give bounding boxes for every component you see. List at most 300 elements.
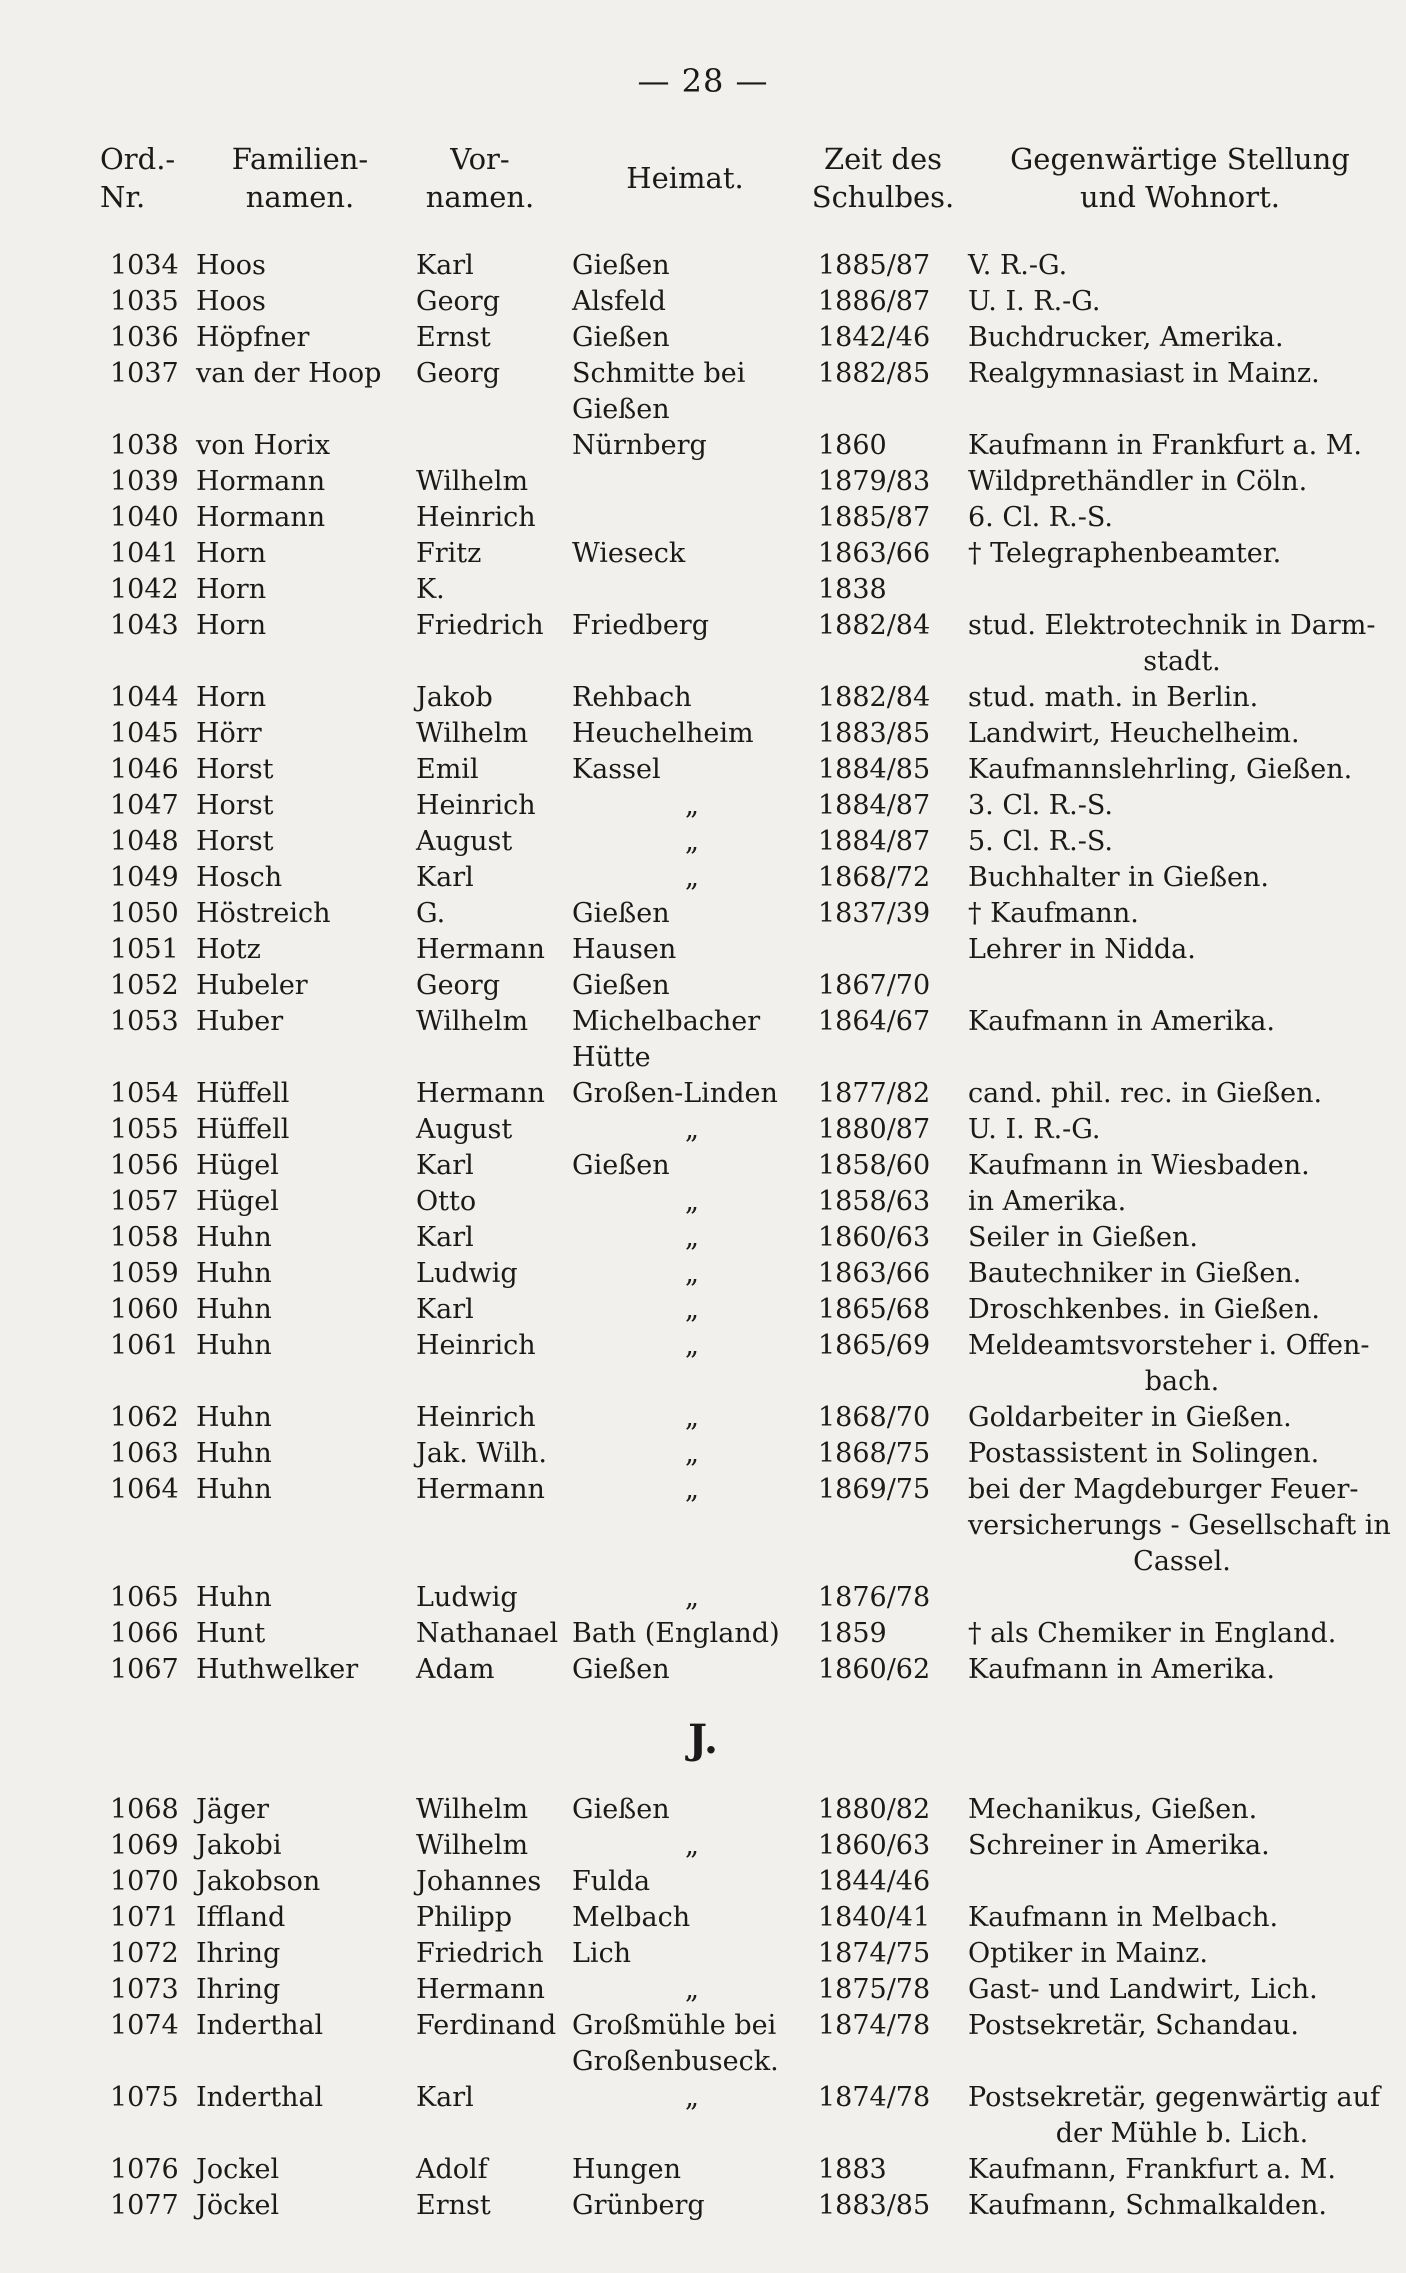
row-stellung: [968, 464, 1396, 500]
row-vorname: Karl: [416, 862, 474, 893]
row-stellung-text: Optiker in Mainz.: [968, 1938, 1208, 1969]
row-heimat: „: [685, 1294, 699, 1325]
row-nr: 1039: [110, 466, 179, 497]
section-j-rows: [0, 1792, 1406, 2224]
row-vorname: Ernst: [416, 2190, 491, 2221]
row-vorname: Wilhelm: [416, 1006, 529, 1037]
table-row: [0, 1936, 1406, 1972]
row-stellung: [968, 500, 1396, 536]
table-row: [0, 680, 1406, 716]
table-row: [0, 1652, 1406, 1688]
row-familienname: Inderthal: [196, 2010, 324, 2041]
row-familienname: Hüffell: [196, 1114, 290, 1145]
row-familienname: Inderthal: [196, 2082, 324, 2113]
row-nr: 1048: [110, 826, 179, 857]
row-nr: 1037: [110, 358, 179, 389]
row-nr: 1046: [110, 754, 179, 785]
row-heimat: „: [685, 1402, 699, 1433]
row-vorname: Friedrich: [416, 1938, 544, 1969]
row-vorname: Hermann: [416, 1474, 545, 1505]
row-vorname: Heinrich: [416, 1402, 536, 1433]
row-nr: 1069: [110, 1830, 179, 1861]
row-heimat: Kassel: [572, 754, 661, 785]
row-stellung-text: Schreiner in Amerika.: [968, 1830, 1270, 1861]
row-stellung: [968, 1616, 1396, 1652]
row-familienname: Horst: [196, 826, 274, 857]
row-zeit: 1880/82: [818, 1794, 931, 1825]
row-stellung-text: U. I. R.-G.: [968, 1114, 1101, 1145]
row-stellung: [968, 356, 1396, 392]
row-heimat: „: [685, 1974, 699, 2005]
row-familienname: Hosch: [196, 862, 283, 893]
row-nr: 1050: [110, 898, 179, 929]
row-nr: 1064: [110, 1474, 179, 1505]
row-vorname: Wilhelm: [416, 718, 529, 749]
row-nr: 1038: [110, 430, 179, 461]
row-stellung: [968, 932, 1396, 968]
row-heimat: „: [685, 1186, 699, 1217]
row-zeit: 1868/70: [818, 1402, 931, 1433]
row-familienname: Horn: [196, 610, 267, 641]
row-familienname: Huhn: [196, 1258, 272, 1289]
row-stellung-text: Kaufmann in Frankfurt a. M.: [968, 430, 1363, 461]
row-zeit: 1840/41: [818, 1902, 931, 1933]
row-vorname: Karl: [416, 1222, 474, 1253]
row-vorname: Georg: [416, 358, 500, 389]
row-zeit: 1874/75: [818, 1938, 931, 1969]
row-stellung: [968, 1652, 1396, 1688]
row-nr: 1059: [110, 1258, 179, 1289]
row-nr: 1056: [110, 1150, 179, 1181]
row-nr: 1044: [110, 682, 179, 713]
row-familienname: Ihring: [196, 1938, 281, 1969]
table-row: [0, 248, 1406, 284]
row-stellung: [968, 1900, 1396, 1936]
row-heimat: Gießen: [572, 1654, 670, 1685]
row-zeit: 1883/85: [818, 718, 931, 749]
row-stellung-text: stud. math. in Berlin.: [968, 682, 1259, 713]
row-vorname: Adolf: [416, 2154, 488, 2185]
row-stellung-text: V. R.-G.: [968, 250, 1068, 281]
row-stellung-text: † als Chemiker in England.: [968, 1618, 1337, 1649]
row-stellung: [968, 860, 1396, 896]
row-nr: 1034: [110, 250, 179, 281]
row-zeit: 1837/39: [818, 898, 931, 929]
row-stellung-text: Kaufmann in Amerika.: [968, 1654, 1275, 1685]
table-row: [0, 2008, 1406, 2080]
row-vorname: K.: [416, 574, 445, 605]
row-zeit: 1860: [818, 430, 887, 461]
row-stellung-text: Kaufmann in Amerika.: [968, 1006, 1275, 1037]
row-stellung: [968, 284, 1396, 320]
row-familienname: Horn: [196, 682, 267, 713]
row-vorname: Karl: [416, 1150, 474, 1181]
row-familienname: Hunt: [196, 1618, 266, 1649]
row-stellung-continuation: Cassel.: [1133, 1546, 1231, 1577]
row-familienname: Hormann: [196, 502, 326, 533]
row-nr: 1062: [110, 1402, 179, 1433]
row-nr: 1040: [110, 502, 179, 533]
row-stellung: [968, 1184, 1396, 1220]
table-row: [0, 1792, 1406, 1828]
row-zeit: 1860/63: [818, 1222, 931, 1253]
table-row: [0, 1472, 1406, 1580]
row-nr: 1047: [110, 790, 179, 821]
row-zeit: 1863/66: [818, 1258, 931, 1289]
row-zeit: 1877/82: [818, 1078, 931, 1109]
row-vorname: Georg: [416, 286, 500, 317]
row-heimat: Wieseck: [572, 538, 686, 569]
table-row: [0, 2080, 1406, 2152]
row-heimat: „: [685, 1438, 699, 1469]
row-stellung: [968, 428, 1396, 464]
row-heimat: Hausen: [572, 934, 677, 965]
row-stellung-continuation: der Mühle b. Lich.: [1055, 2118, 1309, 2149]
table-row: [0, 1436, 1406, 1472]
row-familienname: van der Hoop: [196, 358, 382, 389]
row-zeit: 1885/87: [818, 502, 931, 533]
row-familienname: Jakobson: [196, 1866, 321, 1897]
table-row: [0, 356, 1406, 428]
table-row: [0, 320, 1406, 356]
table-row: [0, 2188, 1406, 2224]
row-zeit: 1860/62: [818, 1654, 931, 1685]
row-nr: 1067: [110, 1654, 179, 1685]
row-nr: 1066: [110, 1618, 179, 1649]
row-vorname: Hermann: [416, 934, 545, 965]
section-letter: J.: [688, 1716, 718, 1763]
table-row: [0, 1328, 1406, 1400]
row-vorname: Emil: [416, 754, 479, 785]
row-nr: 1055: [110, 1114, 179, 1145]
row-heimat: Gießen: [572, 970, 670, 1001]
row-zeit: 1842/46: [818, 322, 931, 353]
header-familienname: Familien- namen.: [231, 142, 369, 214]
row-stellung: [968, 752, 1396, 788]
row-familienname: Jakobi: [196, 1830, 282, 1861]
row-stellung: [968, 1076, 1396, 1112]
row-zeit: 1882/84: [818, 610, 931, 641]
row-familienname: Huhn: [196, 1294, 272, 1325]
row-stellung: [968, 1400, 1396, 1436]
row-stellung-continuation: stadt.: [1143, 646, 1221, 677]
row-vorname: Heinrich: [416, 502, 536, 533]
row-stellung-text: Goldarbeiter in Gießen.: [968, 1402, 1292, 1433]
row-stellung-text: 6. Cl. R.-S.: [968, 502, 1113, 533]
row-heimat: „: [685, 1222, 699, 1253]
row-familienname: Huber: [196, 1006, 284, 1037]
row-familienname: Ihring: [196, 1974, 281, 2005]
row-nr: 1072: [110, 1938, 179, 1969]
row-heimat: „: [685, 1258, 699, 1289]
table-row: [0, 1972, 1406, 2008]
table-row: [0, 1864, 1406, 1900]
row-heimat: Hungen: [572, 2154, 681, 2185]
row-stellung-text: † Telegraphenbeamter.: [968, 538, 1282, 569]
row-stellung-text: Realgymnasiast in Mainz.: [968, 358, 1320, 389]
row-stellung-text: Kaufmann, Frankfurt a. M.: [968, 2154, 1336, 2185]
row-stellung: [968, 1112, 1396, 1148]
row-heimat: Michelbacher Hütte: [572, 1006, 761, 1073]
table-row: [0, 752, 1406, 788]
table-row: [0, 1900, 1406, 1936]
row-vorname: Adam: [416, 1654, 495, 1685]
row-nr: 1061: [110, 1330, 179, 1361]
row-familienname: Huhn: [196, 1402, 272, 1433]
row-zeit: 1886/87: [818, 286, 931, 317]
row-vorname: Georg: [416, 970, 500, 1001]
row-familienname: Horst: [196, 790, 274, 821]
row-nr: 1070: [110, 1866, 179, 1897]
table-row: [0, 464, 1406, 500]
row-familienname: Huhn: [196, 1438, 272, 1469]
row-zeit: 1880/87: [818, 1114, 931, 1145]
row-zeit: 1868/72: [818, 862, 931, 893]
row-nr: 1041: [110, 538, 179, 569]
row-stellung: [968, 896, 1396, 932]
header-nr: Ord.- Nr.: [100, 142, 176, 214]
row-stellung-text: Mechanikus, Gießen.: [968, 1794, 1258, 1825]
row-nr: 1058: [110, 1222, 179, 1253]
row-zeit: 1882/84: [818, 682, 931, 713]
row-familienname: Huhn: [196, 1330, 272, 1361]
row-heimat: „: [685, 1830, 699, 1861]
row-zeit: 1868/75: [818, 1438, 931, 1469]
row-stellung-text: Kaufmann in Melbach.: [968, 1902, 1279, 1933]
row-stellung-text: U. I. R.-G.: [968, 286, 1101, 317]
row-stellung: [968, 320, 1396, 356]
row-heimat: Fulda: [572, 1866, 651, 1897]
row-heimat: „: [685, 826, 699, 857]
row-vorname: Friedrich: [416, 610, 544, 641]
row-vorname: Heinrich: [416, 1330, 536, 1361]
row-stellung-text: Seiler in Gießen.: [968, 1222, 1198, 1253]
row-vorname: Karl: [416, 2082, 474, 2113]
row-vorname: Otto: [416, 1186, 477, 1217]
row-familienname: Höstreich: [196, 898, 331, 929]
table-row: [0, 1292, 1406, 1328]
row-zeit: 1883/85: [818, 2190, 931, 2221]
row-heimat: Gießen: [572, 1150, 670, 1181]
table-row: [0, 788, 1406, 824]
table-row: [0, 1112, 1406, 1148]
row-familienname: Hotz: [196, 934, 261, 965]
row-heimat: Melbach: [572, 1902, 691, 1933]
row-heimat: „: [685, 2082, 699, 2113]
row-stellung-text: Kaufmann, Schmalkalden.: [968, 2190, 1327, 2221]
row-heimat: Friedberg: [572, 610, 709, 641]
table-row: [0, 1400, 1406, 1436]
row-familienname: Horst: [196, 754, 274, 785]
row-heimat: Bath (England): [572, 1618, 780, 1649]
table-row: [0, 1076, 1406, 1112]
row-stellung-text: in Amerika.: [968, 1186, 1127, 1217]
table-row: [0, 1220, 1406, 1256]
row-stellung-text: Kaufmann in Wiesbaden.: [968, 1150, 1310, 1181]
row-familienname: Hörr: [196, 718, 262, 749]
row-vorname: Ferdinand: [416, 2010, 557, 2041]
row-stellung: [968, 680, 1396, 716]
row-heimat: Nürnberg: [572, 430, 707, 461]
row-zeit: 1876/78: [818, 1582, 931, 1613]
row-stellung: [968, 2152, 1396, 2188]
row-vorname: August: [416, 1114, 513, 1145]
table-row: [0, 1256, 1406, 1292]
row-zeit: 1884/85: [818, 754, 931, 785]
row-familienname: Iffland: [196, 1902, 286, 1933]
row-nr: 1065: [110, 1582, 179, 1613]
row-stellung-text: 3. Cl. R.-S.: [968, 790, 1113, 821]
row-heimat: Heuchelheim: [572, 718, 754, 749]
row-familienname: Horn: [196, 538, 267, 569]
table-row: [0, 608, 1406, 680]
row-stellung: [968, 1328, 1396, 1400]
row-nr: 1042: [110, 574, 179, 605]
row-familienname: Hormann: [196, 466, 326, 497]
row-stellung: [968, 1792, 1396, 1828]
table-row: [0, 536, 1406, 572]
row-vorname: Johannes: [416, 1866, 542, 1897]
row-stellung-text: cand. phil. rec. in Gießen.: [968, 1078, 1323, 1109]
row-zeit: 1867/70: [818, 970, 931, 1001]
row-zeit: 1865/68: [818, 1294, 931, 1325]
row-nr: 1057: [110, 1186, 179, 1217]
row-zeit: 1844/46: [818, 1866, 931, 1897]
table-row: [0, 572, 1406, 608]
row-familienname: Huhn: [196, 1222, 272, 1253]
row-heimat: Gießen: [572, 250, 670, 281]
row-stellung: [968, 824, 1396, 860]
row-vorname: Karl: [416, 1294, 474, 1325]
row-nr: 1045: [110, 718, 179, 749]
row-stellung: [968, 1436, 1396, 1472]
row-familienname: Hoos: [196, 250, 266, 281]
row-heimat: „: [685, 1474, 699, 1505]
row-stellung-continuation: bach.: [1144, 1366, 1220, 1397]
table-row: [0, 428, 1406, 464]
row-stellung-text: Lehrer in Nidda.: [968, 934, 1196, 965]
row-zeit: 1874/78: [818, 2082, 931, 2113]
row-stellung: [968, 536, 1396, 572]
row-vorname: Jak. Wilh.: [416, 1438, 547, 1469]
row-familienname: Hüffell: [196, 1078, 290, 1109]
row-vorname: G.: [416, 898, 446, 929]
row-nr: 1043: [110, 610, 179, 641]
row-vorname: Ludwig: [416, 1258, 518, 1289]
row-nr: 1076: [110, 2154, 179, 2185]
row-heimat: „: [685, 1330, 699, 1361]
row-stellung: [968, 1972, 1396, 2008]
row-familienname: Horn: [196, 574, 267, 605]
row-stellung: [968, 608, 1396, 680]
row-heimat: „: [685, 862, 699, 893]
row-stellung: [968, 1936, 1396, 1972]
row-heimat: „: [685, 790, 699, 821]
row-heimat: Großen-Linden: [572, 1078, 778, 1109]
row-nr: 1049: [110, 862, 179, 893]
row-zeit: 1859: [818, 1618, 887, 1649]
row-stellung-text: Gast- und Landwirt, Lich.: [968, 1974, 1318, 2005]
table-row: [0, 896, 1406, 932]
row-vorname: Karl: [416, 250, 474, 281]
row-zeit: 1875/78: [818, 1974, 931, 2005]
row-nr: 1053: [110, 1006, 179, 1037]
row-familienname: Huhn: [196, 1474, 272, 1505]
table-row: [0, 824, 1406, 860]
row-vorname: Ernst: [416, 322, 491, 353]
row-vorname: Ludwig: [416, 1582, 518, 1613]
row-familienname: Jockel: [196, 2154, 280, 2185]
table-row: [0, 500, 1406, 536]
row-vorname: August: [416, 826, 513, 857]
row-nr: 1074: [110, 2010, 179, 2041]
row-heimat: „: [685, 1114, 699, 1145]
row-nr: 1068: [110, 1794, 179, 1825]
row-heimat: Rehbach: [572, 682, 692, 713]
row-heimat: „: [685, 1582, 699, 1613]
table-row: [0, 932, 1406, 968]
row-stellung: [968, 2188, 1396, 2224]
row-familienname: Jöckel: [196, 2190, 280, 2221]
row-familienname: Höpfner: [196, 322, 310, 353]
row-heimat: Großmühle bei Großenbuseck.: [572, 2010, 779, 2077]
row-stellung-text: stud. Elektrotechnik in Darm-: [968, 610, 1376, 641]
row-stellung: [968, 716, 1396, 752]
row-stellung-text: Bautechniker in Gießen.: [968, 1258, 1302, 1289]
row-vorname: Philipp: [416, 1902, 513, 1933]
row-zeit: 1879/83: [818, 466, 931, 497]
row-stellung-text: † Kaufmann.: [968, 898, 1139, 929]
table-row: [0, 1580, 1406, 1616]
row-vorname: Heinrich: [416, 790, 536, 821]
row-vorname: Hermann: [416, 1974, 545, 2005]
row-familienname: Huhn: [196, 1582, 272, 1613]
row-nr: 1063: [110, 1438, 179, 1469]
row-stellung-text: Kaufmannslehrling, Gießen.: [968, 754, 1353, 785]
row-stellung-text: bei der Magdeburger Feuer-versicherungs - Gesellschaft in: [968, 1474, 1391, 1541]
row-stellung-text: Postsekretär, Schandau.: [968, 2010, 1300, 2041]
page-number: — 28 —: [637, 62, 769, 100]
row-heimat: Gießen: [572, 898, 670, 929]
row-stellung: [968, 1220, 1396, 1256]
row-zeit: 1864/67: [818, 1006, 931, 1037]
table-row: [0, 1184, 1406, 1220]
row-vorname: Nathanael: [416, 1618, 559, 1649]
row-stellung: [968, 1472, 1396, 1580]
row-nr: 1075: [110, 2082, 179, 2113]
row-nr: 1035: [110, 286, 179, 317]
row-heimat: Gießen: [572, 1794, 670, 1825]
row-stellung: [968, 1004, 1396, 1040]
row-vorname: Jakob: [416, 682, 493, 713]
row-stellung: [968, 2080, 1396, 2152]
table-row: [0, 284, 1406, 320]
register-rows: [0, 248, 1406, 2224]
table-row: [0, 2152, 1406, 2188]
row-nr: 1036: [110, 322, 179, 353]
row-heimat: Lich: [572, 1938, 632, 1969]
table-row: [0, 968, 1406, 1004]
row-familienname: Jäger: [196, 1794, 270, 1825]
row-zeit: 1860/63: [818, 1830, 931, 1861]
row-zeit: 1882/85: [818, 358, 931, 389]
header-zeit: Zeit des Schulbes.: [811, 142, 955, 214]
row-heimat: Gießen: [572, 322, 670, 353]
row-zeit: 1863/66: [818, 538, 931, 569]
row-familienname: von Horix: [196, 430, 331, 461]
row-stellung: [968, 248, 1396, 284]
row-stellung-text: 5. Cl. R.-S.: [968, 826, 1113, 857]
